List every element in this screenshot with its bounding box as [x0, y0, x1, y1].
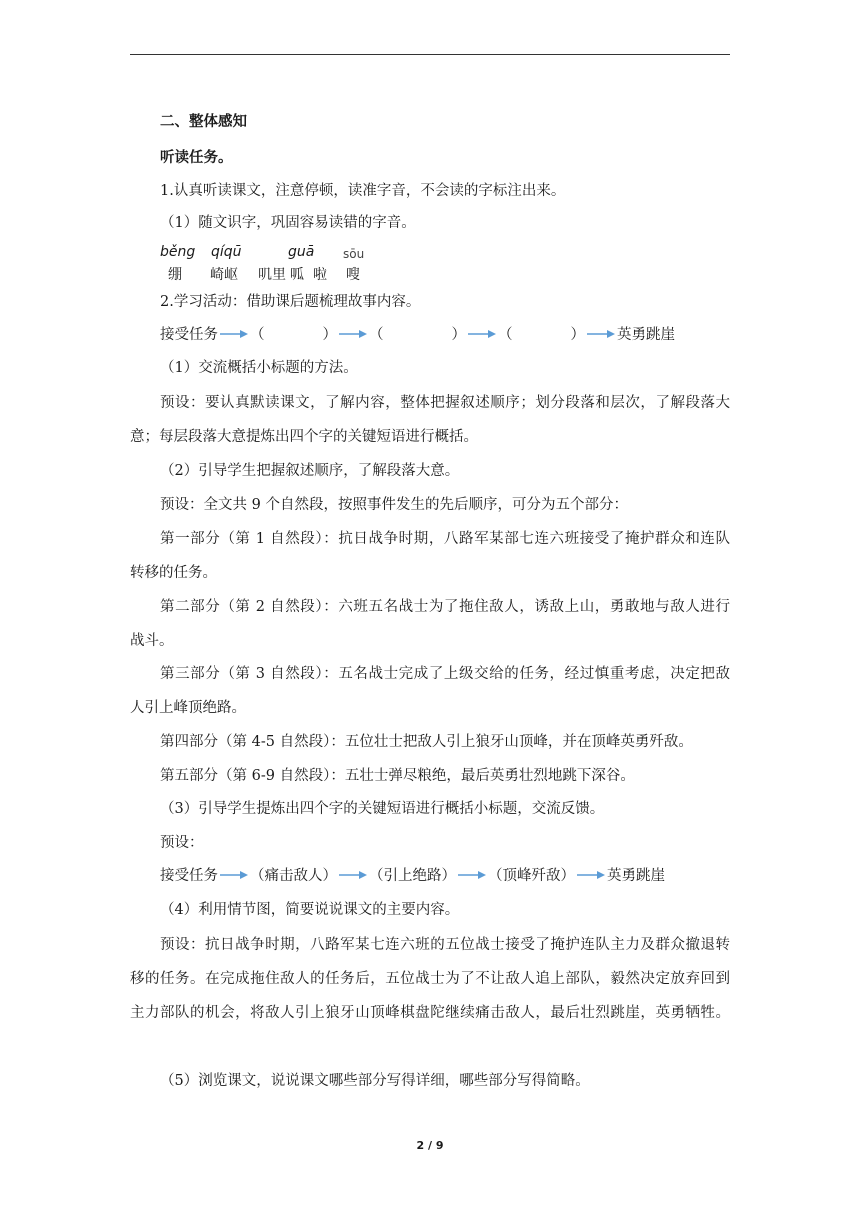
arrow-icon — [587, 329, 615, 339]
pinyin-beng: běng — [160, 244, 196, 260]
preset-4-line-a: 预设：抗日战争时期，八路军某七连六班的五位战士接受了掩护连队主力及群众撤退转 — [160, 937, 730, 953]
sub-3: （3）引导学生提炼出四个字的关键短语进行概括小标题，交流反馈。 — [160, 801, 605, 817]
flow-blank-3-close: ） — [570, 327, 585, 343]
part-2-line-a: 第二部分（第 2 自然段）：六班五名战士为了拖住敌人，诱敌上山，勇敢地与敌人进行 — [160, 599, 730, 615]
sub-4: （4）利用情节图，简要说说课文的主要内容。 — [160, 902, 460, 918]
preset-1-line-b: 意；每层段落大意提炼出四个字的关键短语进行概括。 — [130, 429, 478, 445]
flow-blank-1-open: （ — [250, 327, 265, 343]
preset-1-line-a: 预设：要认真默读课文，了解内容，整体把握叙述顺序；划分段落和层次，了解段落大 — [160, 395, 730, 411]
task-title: 听读任务。 — [160, 150, 233, 166]
page-number: 2 / 9 — [416, 1139, 444, 1152]
char-qiqu: 崎岖 — [210, 267, 238, 283]
part-4: 第四部分（第 4-5 自然段）：五位壮士把敌人引上狼牙山顶峰，并在顶峰英勇歼敌。 — [160, 734, 693, 750]
sub-5: （5）浏览课文，说说课文哪些部分写得详细，哪些部分写得简略。 — [160, 1073, 590, 1089]
arrow-icon — [339, 870, 367, 880]
char-beng: 绷 — [168, 267, 182, 283]
preset-4-line-b: 移的任务。在完成拖住敌人的任务后，五位战士为了不让敌人追上部队，毅然决定放弃回到 — [130, 971, 730, 987]
arrow-icon — [468, 329, 496, 339]
part-2-line-b: 战斗。 — [130, 633, 174, 649]
preset-2: 预设：全文共 9 个自然段，按照事件发生的先后顺序，可分为五个部分： — [160, 497, 628, 513]
flow-blank-1-close: ） — [322, 327, 337, 343]
part-5: 第五部分（第 6-9 自然段）：五壮士弹尽粮绝，最后英勇壮烈地跳下深谷。 — [160, 768, 635, 784]
arrow-icon — [577, 870, 605, 880]
flow-blank — [160, 325, 675, 345]
flow-blank-2-open: （ — [369, 327, 384, 343]
header-rule — [130, 54, 730, 55]
preset-3: 预设： — [160, 835, 204, 851]
flow-filled-step-3: （顶峰歼敌） — [488, 868, 575, 884]
flow-blank-start: 接受任务 — [160, 327, 218, 343]
sub-1: （1）交流概括小标题的方法。 — [160, 360, 358, 376]
char-gua: 呱 — [290, 267, 304, 283]
part-3-line-a: 第三部分（第 3 自然段）：五名战士完成了上级交给的任务，经过慎重考虑，决定把敌 — [160, 666, 730, 682]
flow-filled — [160, 866, 665, 886]
flow-blank-2-close: ） — [451, 327, 466, 343]
part-1-line-b: 转移的任务。 — [130, 565, 217, 581]
flow-filled-step-1: （痛击敌人） — [250, 868, 337, 884]
pinyin-sou: sōu — [343, 247, 365, 261]
arrow-icon — [458, 870, 486, 880]
flow-filled-end: 英勇跳崖 — [607, 868, 665, 884]
flow-blank-end: 英勇跳崖 — [617, 327, 675, 343]
part-3-line-b: 人引上峰顶绝路。 — [130, 700, 246, 716]
pinyin-qiqu: qíqū — [211, 244, 242, 260]
arrow-icon — [220, 870, 248, 880]
flow-filled-step-2: （引上绝路） — [369, 868, 456, 884]
sub-2: （2）引导学生把握叙述顺序，了解段落大意。 — [160, 463, 460, 479]
arrow-icon — [339, 329, 367, 339]
flow-filled-start: 接受任务 — [160, 868, 218, 884]
preset-4-line-c: 主力部队的机会，将敌人引上狼牙山顶峰棋盘陀继续痛击敌人，最后壮烈跳崖，英勇牺牲。 — [130, 1005, 730, 1021]
part-1-line-a: 第一部分（第 1 自然段）：抗日战争时期，八路军某部七连六班接受了掩护群众和连队 — [160, 531, 730, 547]
arrow-icon — [220, 329, 248, 339]
item-1-sub: （1）随文识字，巩固容易读错的字音。 — [160, 215, 416, 231]
item-1: 1.认真听读课文，注意停顿，读准字音，不会读的字标注出来。 — [160, 183, 566, 199]
char-sou: 嗖 — [346, 267, 360, 283]
char-la: 啦 — [313, 267, 327, 283]
section-title: 二、整体感知 — [160, 114, 247, 130]
char-jili: 叽里 — [258, 267, 286, 283]
flow-blank-3-open: （ — [498, 327, 513, 343]
pinyin-gua: guā — [288, 244, 315, 260]
item-2: 2.学习活动：借助课后题梳理故事内容。 — [160, 294, 421, 310]
